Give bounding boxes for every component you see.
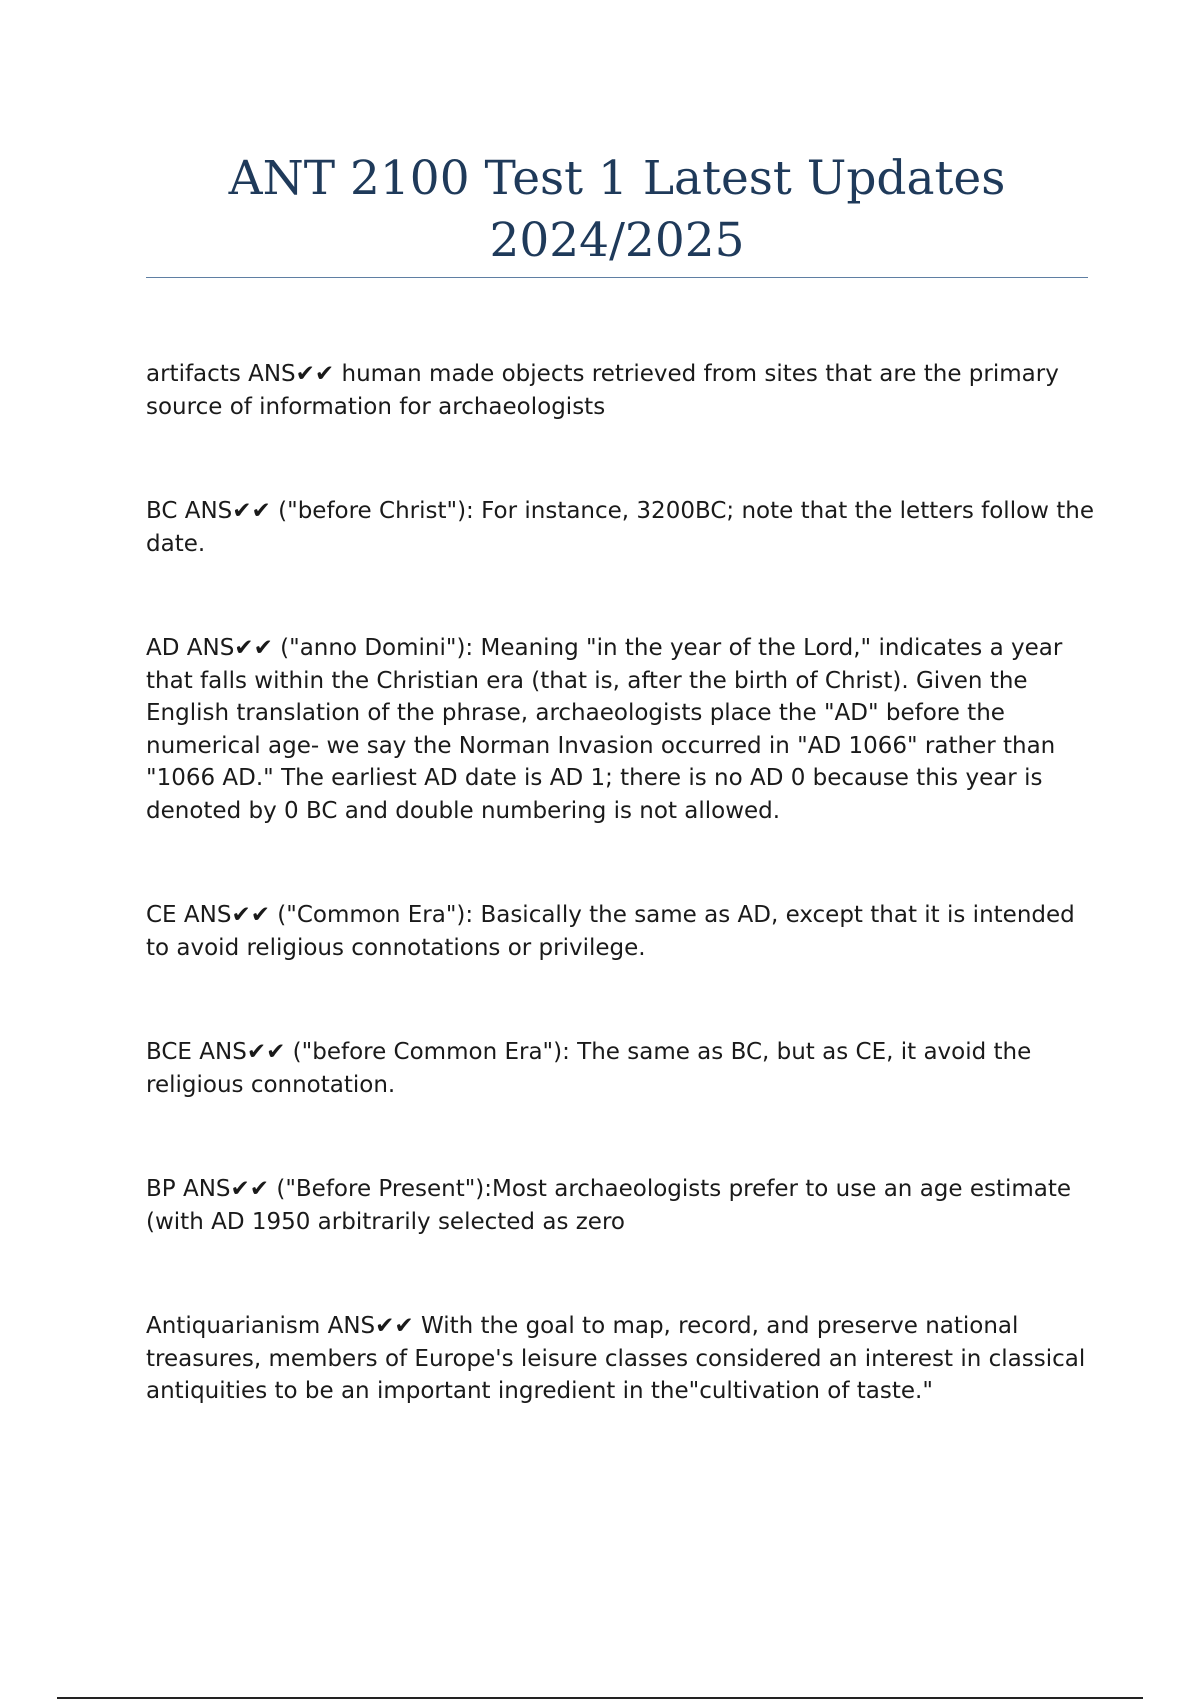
title-divider (146, 277, 1088, 278)
entry-artifacts: artifacts ANS✔✔ human made objects retrieved from sites that are the primary source of information for archaeologists (146, 361, 1059, 420)
title-line-2: 2024/2025 (489, 213, 745, 268)
entry-bce: BCE ANS✔✔ ("before Common Era"): The same as BC, but as CE, it avoid the religious connotation. (146, 1039, 1032, 1098)
entry-bc: BC ANS✔✔ ("before Christ"): For instance, 3200BC; note that the letters follow the date. (146, 498, 1095, 557)
page-title (146, 148, 1088, 272)
entry-ad: AD ANS✔✔ ("anno Domini"): Meaning "in the year of the Lord," indicates a year that falls within the Christian era (that is, after the birth of Christ). Given the English translation of the phrase, archaeologists place the "AD" before the numerical age- we say the Norman Invasion occurred in "AD 1066" rather than "1066 AD." The earliest AD date is AD 1; there is no AD 0 because this year is denoted by 0 BC and double numbering is not allowed. (146, 635, 1063, 824)
entry-bp: BP ANS✔✔ ("Before Present"):Most archaeologists prefer to use an age estimate (with AD 1950 arbitrarily selected as zero (146, 1176, 1072, 1235)
title-block (146, 148, 1088, 272)
page-bottom-divider (57, 1697, 1143, 1699)
title-line-1: ANT 2100 Test 1 Latest Updates (228, 151, 1006, 206)
entry-antiquarianism: Antiquarianism ANS✔✔ With the goal to map, record, and preserve national treasures, members of Europe's leisure classes considered an interest in classical antiquities to be an important ingredient in the"cultivation of taste." (146, 1313, 1086, 1404)
entry-list (146, 358, 1096, 1408)
entry-ce: CE ANS✔✔ ("Common Era"): Basically the same as AD, except that it is intended to avoid religious connotations or privilege. (146, 902, 1075, 961)
